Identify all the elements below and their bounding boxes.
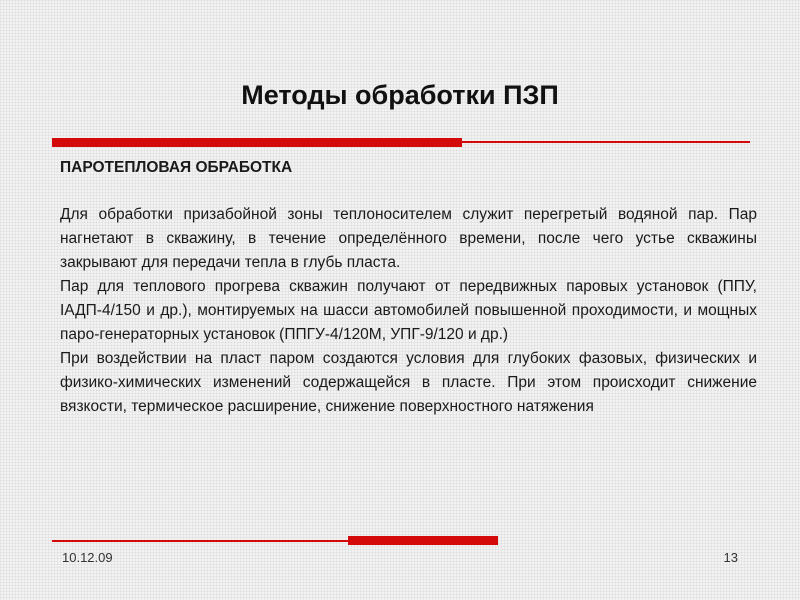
footer-rule-thin: [52, 540, 352, 542]
slide-body: [60, 157, 757, 419]
slide-title: Методы обработки ПЗП: [241, 80, 559, 110]
body-paragraph-3: При воздействии на пласт паром создаются условия для глубоких фазовых, физических и физико-химических изменений содержащейся в пласте. При этом происходит снижение вязкости, термическое расширение, снижение поверхностного натяжения: [60, 350, 757, 415]
title-underline-thin: [460, 141, 750, 143]
body-paragraph-2: Пар для теплового прогрева скважин получают от передвижных паровых установок (ППУ, ІАДП-4/150 и др.), монтируемых на шасси автомобилей повышенной проходимости, и мощных паро-генераторных установок (ППГУ-4/120М, УПГ-9/120 и др.): [60, 278, 757, 343]
title-underline-thick: [52, 138, 462, 147]
body-paragraph-1: Для обработки призабойной зоны теплоносителем служит перегретый водяной пар. Пар нагнетают в скважину, в течение определённого времени, после чего устье скважины закрывают для передачи тепла в глубь пласта.: [60, 206, 757, 271]
footer-date: 10.12.09: [62, 550, 113, 565]
page-number: 13: [723, 550, 738, 565]
section-heading: ПАРОТЕПЛОВАЯ ОБРАБОТКА: [60, 159, 293, 176]
footer-rule-thick: [348, 536, 498, 545]
